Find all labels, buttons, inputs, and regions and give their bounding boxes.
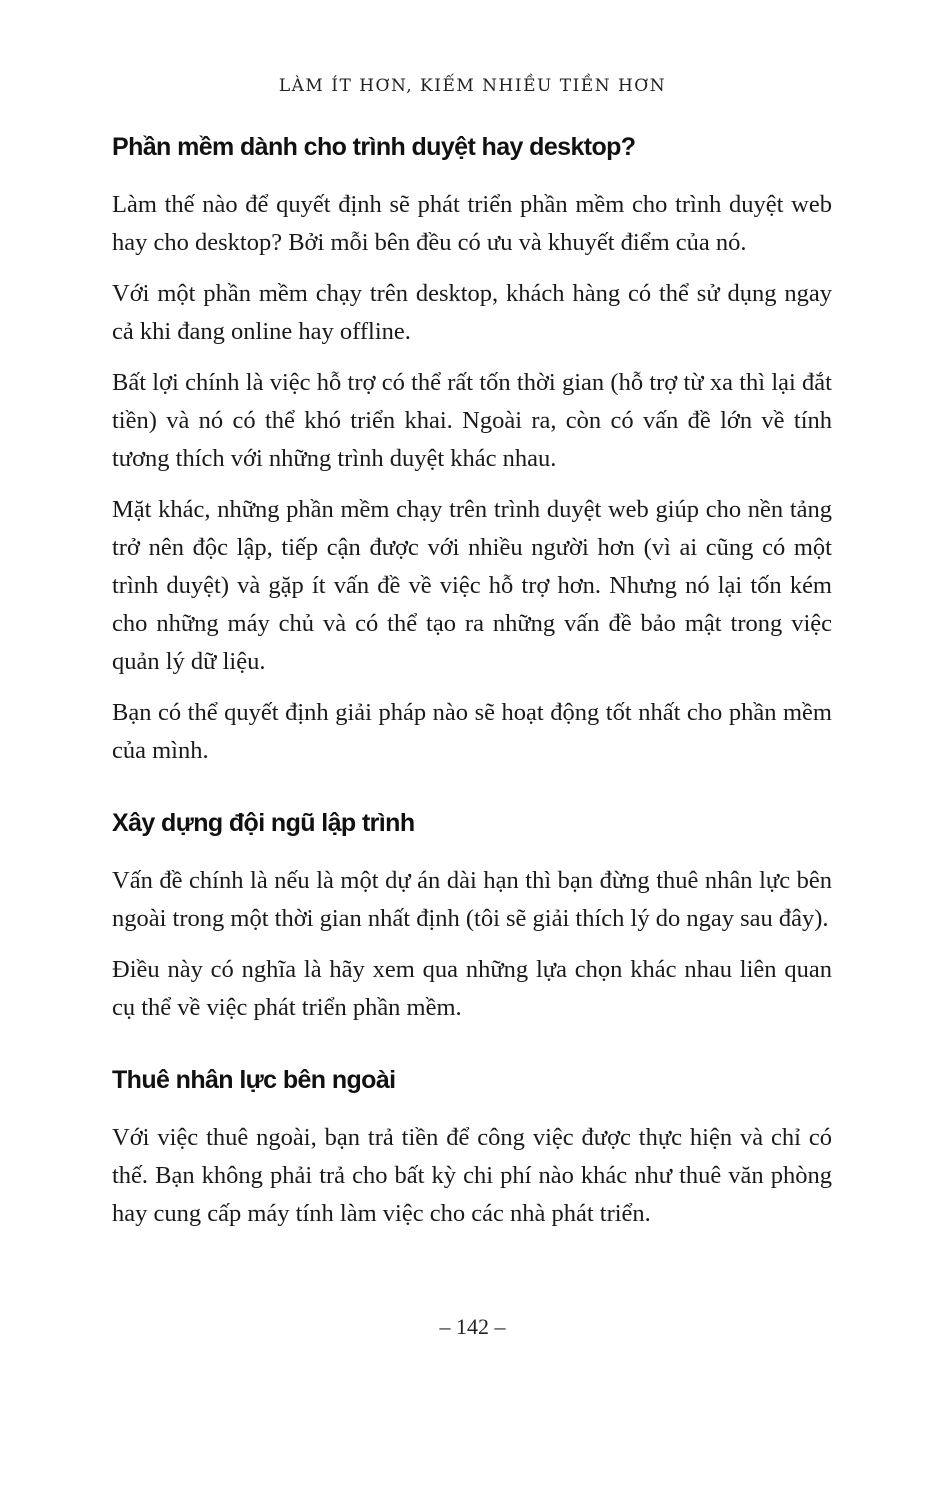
paragraph: Với việc thuê ngoài, bạn trả tiền để công việc được thực hiện và chỉ có thế. Bạn không phải trả cho bất kỳ chi phí nào khác như thuê văn phòng hay cung cấp máy tính làm việc cho các nhà phát triển. bbox=[112, 1124, 832, 1227]
paragraph: Với một phần mềm chạy trên desktop, khách hàng có thể sử dụng ngay cả khi đang online hay offline. bbox=[112, 280, 832, 345]
paragraph: Mặt khác, những phần mềm chạy trên trình duyệt web giúp cho nền tảng trở nên độc lập, tiếp cận được với nhiều người hơn (vì ai cũng có một trình duyệt) và gặp ít vấn đề về việc hỗ trợ hơn. Nhưng nó lại tốn kém cho những máy chủ và có thể tạo ra những vấn đề bảo mật trong việc quản lý dữ liệu. bbox=[112, 496, 832, 675]
section-heading-outsourcing: Thuê nhân lực bên ngoài bbox=[112, 1066, 396, 1094]
page-number: – 142 – bbox=[439, 1314, 506, 1339]
paragraph: Làm thế nào để quyết định sẽ phát triển phần mềm cho trình duyệt web hay cho desktop? Bởi mỗi bên đều có ưu và khuyết điểm của nó. bbox=[112, 191, 832, 256]
paragraph: Bạn có thể quyết định giải pháp nào sẽ hoạt động tốt nhất cho phần mềm của mình. bbox=[112, 699, 832, 764]
section-heading-browser-or-desktop: Phần mềm dành cho trình duyệt hay desktop? bbox=[112, 133, 636, 161]
page-body bbox=[112, 128, 832, 1246]
paragraph: Điều này có nghĩa là hãy xem qua những lựa chọn khác nhau liên quan cụ thể về việc phát triển phần mềm. bbox=[112, 956, 832, 1021]
running-head: LÀM ÍT HƠN, KIẾM NHIỀU TIỀN HƠN bbox=[278, 76, 667, 96]
paragraph: Vấn đề chính là nếu là một dự án dài hạn thì bạn đừng thuê nhân lực bên ngoài trong một thời gian nhất định (tôi sẽ giải thích lý do ngay sau đây). bbox=[112, 867, 832, 932]
section-heading-build-dev-team: Xây dựng đội ngũ lập trình bbox=[112, 809, 415, 837]
paragraph: Bất lợi chính là việc hỗ trợ có thể rất tốn thời gian (hỗ trợ từ xa thì lại đắt tiền) và nó có thể khó triển khai. Ngoài ra, còn có vấn đề lớn về tính tương thích với những trình duyệt khác nhau. bbox=[112, 369, 832, 472]
